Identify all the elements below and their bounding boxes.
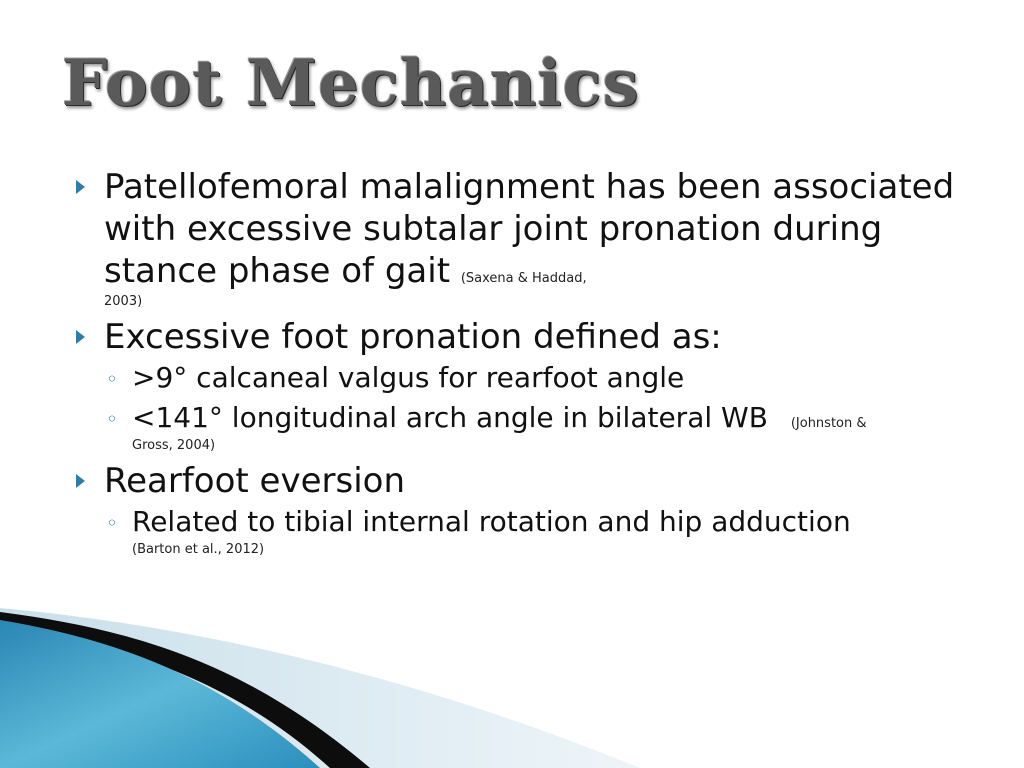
citation: (Johnston & — [790, 416, 867, 431]
sub-bullet-text: Related to tibial internal rotation and hip adduction — [132, 505, 851, 538]
open-circle-icon: ◦ — [106, 407, 118, 431]
slide-body — [76, 166, 976, 562]
open-circle-icon: ◦ — [106, 367, 118, 391]
open-circle-icon: ◦ — [106, 511, 118, 535]
citation: (Barton et al., 2012) — [132, 542, 265, 557]
bullet-item — [76, 316, 976, 358]
bullet-text: Rearfoot eversion — [104, 461, 405, 501]
sub-bullet-item — [76, 360, 976, 396]
sub-bullet-text: >9° calcaneal valgus for rearfoot angle — [132, 361, 685, 394]
sub-bullet-item — [76, 400, 976, 454]
sub-bullet-text: <141° longitudinal arch angle in bilateral WB — [132, 401, 768, 434]
triangle-right-icon — [76, 180, 85, 194]
bullet-text: Patellofemoral malalignment has been associated with excessive subtalar joint pronation during stance phase of gait — [104, 167, 955, 291]
sub-bullet-item — [76, 504, 976, 558]
decorative-swoosh — [0, 608, 1024, 768]
bullet-item — [76, 166, 976, 310]
citation-continued: 2003) — [104, 294, 143, 309]
bullet-item — [76, 460, 976, 502]
triangle-right-icon — [76, 330, 85, 344]
citation: (Saxena & Haddad, — [460, 271, 587, 286]
citation-continued: Gross, 2004) — [132, 438, 216, 453]
slide-title: Foot Mechanics — [62, 46, 640, 121]
bullet-text: Excessive foot pronation defined as: — [104, 317, 722, 357]
triangle-right-icon — [76, 474, 85, 488]
